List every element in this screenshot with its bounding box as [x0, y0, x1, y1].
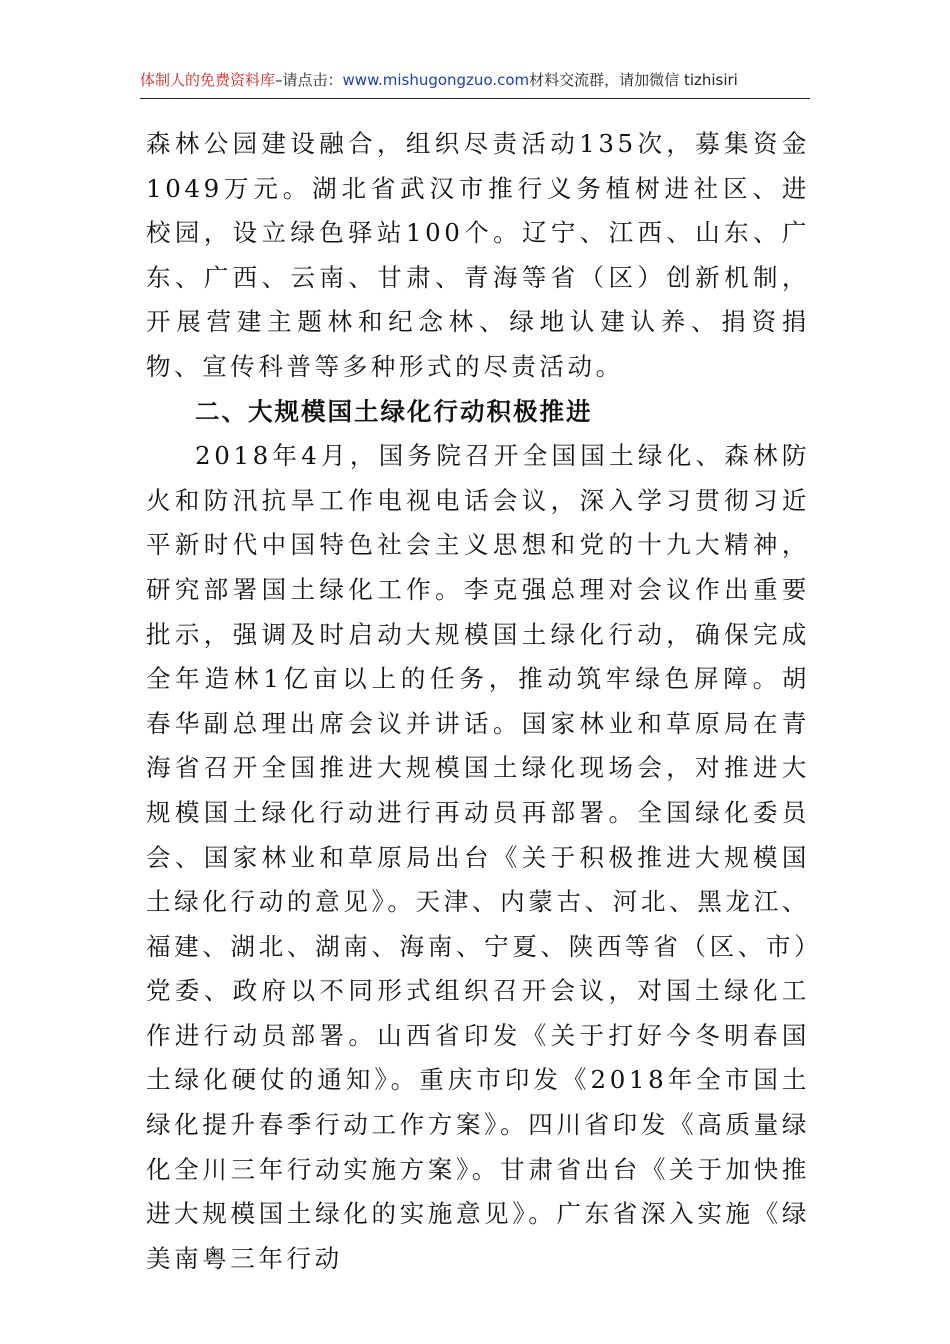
page-header — [140, 66, 810, 99]
header-prompt: –请点击： — [275, 71, 343, 89]
section-heading: 二、大规模国土绿化行动积极推进 — [195, 396, 593, 426]
header-brand: 体制人的免费资料库 — [140, 71, 276, 89]
paragraph-section-two: 2018年4月，国务院召开全国国土绿化、森林防火和防汛抗旱工作电视电话会议，深入学习贯彻习近平新时代中国特色社会主义思想和党的十九大精神，研究部署国土绿化工作。李克强总理对会议作出重要批示，强调及时启动大规模国土绿化行动，确保完成全年造林1亿亩以上的任务，推动筑牢绿色屏障。胡春华副总理出席会议并讲话。国家林业和草原局在青海省召开全国推进大规模国土绿化现场会，对推进大规模国土绿化行动进行再动员再部署。全国绿化委员会、国家林业和草原局出台《关于积极推进大规模国土绿化行动的意见》。天津、内蒙古、河北、黑龙江、福建、湖北、湖南、海南、宁夏、陕西等省（区、市）党委、政府以不同形式组织召开会议，对国土绿化工作进行动员部署。山西省印发《关于打好今冬明春国土绿化硬仗的通知》。重庆市印发《2018年全市国土绿化提升春季行动工作方案》。四川省印发《高质量绿化全川三年行动实施方案》。甘肃省出台《关于加快推进大规模国土绿化的实施意见》。广东省深入实施《绿美南粤三年行动 — [146, 441, 810, 1273]
document-body — [146, 122, 810, 1281]
header-url-link[interactable]: www.mishugongzuo.com — [342, 71, 530, 89]
paragraph-continued: 森林公园建设融合，组织尽责活动135次，募集资金1049万元。湖北省武汉市推行义务植树进社区、进校园，设立绿色驿站100个。辽宁、江西、山东、广东、广西、云南、甘肃、青海等省（区）创新机制，开展营建主题林和纪念林、绿地认建认养、捐资捐物、宣传科普等多种形式的尽责活动。 — [146, 129, 810, 381]
header-contact: 材料交流群，请加微信 tizhisiri — [529, 71, 738, 89]
